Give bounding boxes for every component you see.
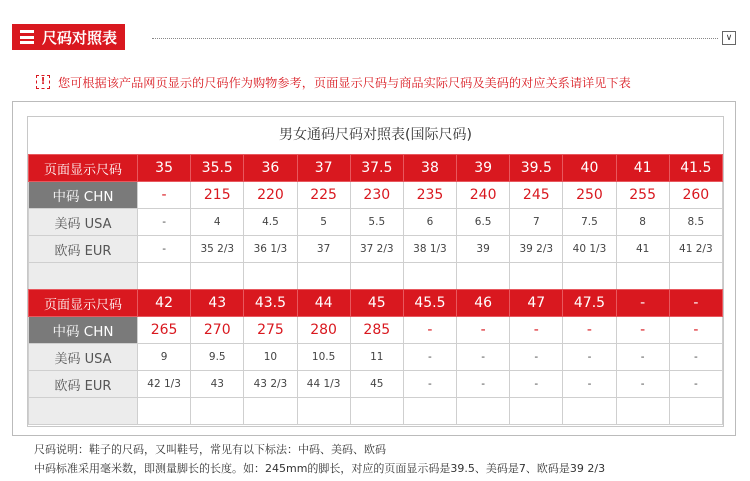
cell: 8.5 — [669, 209, 722, 236]
row-label: 美码 USA — [29, 209, 138, 236]
cell: - — [510, 344, 563, 371]
cell: - — [669, 371, 722, 398]
cell: 43 2/3 — [244, 371, 297, 398]
chn-size-row — [29, 182, 723, 209]
cell: 37 — [297, 236, 350, 263]
section-title: 尺码对照表 — [42, 28, 118, 47]
cell: - — [403, 371, 456, 398]
row-label: 中码 CHN — [29, 317, 138, 344]
cell: 4 — [191, 209, 244, 236]
notice-text: 您可根据该产品网页显示的尺码作为购物参考，页面显示尺码与商品实际尺码及美码的对应关系请详见下表 — [58, 75, 631, 90]
cell: - — [510, 317, 563, 344]
cell: 10 — [244, 344, 297, 371]
cell: 10.5 — [297, 344, 350, 371]
cell: - — [563, 317, 616, 344]
cell: 47.5 — [563, 290, 616, 317]
row-label — [29, 398, 138, 425]
cell: - — [457, 344, 510, 371]
cell: 47 — [510, 290, 563, 317]
cell — [457, 263, 510, 290]
cell: 38 1/3 — [403, 236, 456, 263]
size-note-line-1: 尺码说明：鞋子的尺码，又叫鞋号，常见有以下标法：中码、美码、欧码 — [34, 443, 386, 456]
eur-size-row — [29, 371, 723, 398]
row-label: 美码 USA — [29, 344, 138, 371]
cell — [350, 263, 403, 290]
row-label: 中码 CHN — [29, 182, 138, 209]
cell: - — [457, 371, 510, 398]
cell: 41 2/3 — [669, 236, 722, 263]
cell: 255 — [616, 182, 669, 209]
usa-size-row — [29, 209, 723, 236]
cell — [350, 398, 403, 425]
cell — [510, 263, 563, 290]
cell: 43 — [191, 371, 244, 398]
cell: 225 — [297, 182, 350, 209]
cell: 36 1/3 — [244, 236, 297, 263]
cell: 35.5 — [191, 155, 244, 182]
cell: 275 — [244, 317, 297, 344]
empty-row — [29, 263, 723, 290]
cell: - — [403, 344, 456, 371]
section-title-tag — [12, 24, 125, 50]
cell — [510, 398, 563, 425]
cell — [563, 263, 616, 290]
cell — [138, 263, 191, 290]
cell: 240 — [457, 182, 510, 209]
cell: 4.5 — [244, 209, 297, 236]
cell: - — [669, 317, 722, 344]
cell: 44 1/3 — [297, 371, 350, 398]
cell: 45.5 — [403, 290, 456, 317]
cell — [191, 263, 244, 290]
cell: 35 — [138, 155, 191, 182]
cell — [244, 398, 297, 425]
size-notice — [36, 72, 631, 92]
cell: - — [403, 317, 456, 344]
cell: 6.5 — [457, 209, 510, 236]
cell: - — [616, 371, 669, 398]
cell — [563, 398, 616, 425]
table-title: 男女通码尺码对照表(国际尺码) — [279, 127, 472, 143]
cell: 41.5 — [669, 155, 722, 182]
cell: 42 1/3 — [138, 371, 191, 398]
usa-size-row — [29, 344, 723, 371]
cell: 8 — [616, 209, 669, 236]
cell — [403, 398, 456, 425]
cell: 230 — [350, 182, 403, 209]
cell: 39.5 — [510, 155, 563, 182]
cell: 35 2/3 — [191, 236, 244, 263]
display-size-row — [29, 290, 723, 317]
cell: 235 — [403, 182, 456, 209]
alert-icon: ! — [36, 75, 50, 89]
cell: 5.5 — [350, 209, 403, 236]
cell: 39 — [457, 155, 510, 182]
cell: 46 — [457, 290, 510, 317]
cell: 38 — [403, 155, 456, 182]
cell: - — [669, 290, 722, 317]
cell: - — [616, 317, 669, 344]
display-size-row — [29, 155, 723, 182]
cell — [669, 263, 722, 290]
cell: 40 — [563, 155, 616, 182]
cell: 42 — [138, 290, 191, 317]
cell — [616, 398, 669, 425]
cell — [297, 398, 350, 425]
cell: 260 — [669, 182, 722, 209]
cell: 40 1/3 — [563, 236, 616, 263]
cell: 7.5 — [563, 209, 616, 236]
cell — [297, 263, 350, 290]
cell: 41 — [616, 236, 669, 263]
cell: 43.5 — [244, 290, 297, 317]
cell: - — [138, 209, 191, 236]
header-divider — [152, 38, 718, 39]
row-label: 欧码 EUR — [29, 236, 138, 263]
cell: 41 — [616, 155, 669, 182]
cell: - — [457, 317, 510, 344]
size-table-2 — [28, 289, 723, 425]
cell: 5 — [297, 209, 350, 236]
cell: 37.5 — [350, 155, 403, 182]
cell — [138, 398, 191, 425]
size-note-line-2: 中码标准采用毫米数，即测量脚长的长度。如：245mm的脚长，对应的页面显示码是39.5、美码是7、欧码是39 2/3 — [34, 462, 606, 475]
cell: 45 — [350, 371, 403, 398]
cell: 280 — [297, 317, 350, 344]
cell: 44 — [297, 290, 350, 317]
cell: 37 — [297, 155, 350, 182]
cell: 9 — [138, 344, 191, 371]
cell: - — [138, 236, 191, 263]
cell: 285 — [350, 317, 403, 344]
cell — [616, 263, 669, 290]
cell: - — [563, 371, 616, 398]
cell: - — [669, 344, 722, 371]
cell: 9.5 — [191, 344, 244, 371]
row-label: 欧码 EUR — [29, 371, 138, 398]
cell: 43 — [191, 290, 244, 317]
cell: 6 — [403, 209, 456, 236]
cell: 265 — [138, 317, 191, 344]
cell: - — [510, 371, 563, 398]
eur-size-row — [29, 236, 723, 263]
cell — [191, 398, 244, 425]
cell: 250 — [563, 182, 616, 209]
chevron-down-icon: ∨ — [725, 33, 733, 43]
cell: 39 — [457, 236, 510, 263]
chn-size-row — [29, 317, 723, 344]
row-label: 页面显示尺码 — [29, 155, 138, 182]
cell: 245 — [510, 182, 563, 209]
cell — [244, 263, 297, 290]
cell: 39 2/3 — [510, 236, 563, 263]
cell: 270 — [191, 317, 244, 344]
cell — [403, 263, 456, 290]
row-label — [29, 263, 138, 290]
section-header — [12, 24, 125, 50]
size-table-1 — [28, 154, 723, 290]
size-chart-panel — [27, 116, 724, 427]
cell: - — [616, 344, 669, 371]
empty-row — [29, 398, 723, 425]
cell: 45 — [350, 290, 403, 317]
cell: - — [138, 182, 191, 209]
cell: - — [616, 290, 669, 317]
cell: 215 — [191, 182, 244, 209]
cell: 36 — [244, 155, 297, 182]
cell: - — [563, 344, 616, 371]
cell: 37 2/3 — [350, 236, 403, 263]
list-icon — [20, 30, 34, 44]
cell: 11 — [350, 344, 403, 371]
collapse-button[interactable] — [722, 31, 736, 45]
row-label: 页面显示尺码 — [29, 290, 138, 317]
cell: 220 — [244, 182, 297, 209]
cell — [457, 398, 510, 425]
cell: 7 — [510, 209, 563, 236]
cell — [669, 398, 722, 425]
